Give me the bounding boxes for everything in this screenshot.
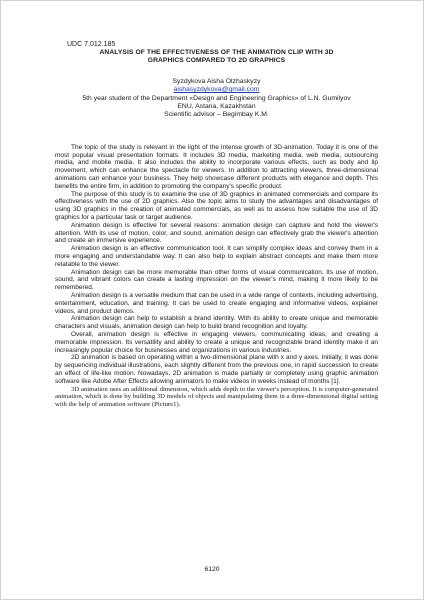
body-paragraph: The topic of the study is relevant in the light of the intense growth of 3D-animation. Today it is one of the most popular visual presentation formats. It includes 3D media, marketing media, web media, outsourcing media, and mobile media. It also includes the ability to incorporate various effects, such as body and lip movement, which can enhance the spectacle for viewers. In addition to attracting viewers, three-dimensional animations can enhance your business. They help showcase different products with elegance and depth. This benefits the entire firm, in addition to promoting the company's specific product. <box>55 143 378 190</box>
scientific-advisor: Scientific advisor – Begimbay K.M. <box>164 111 269 119</box>
body-paragraph: 3D animation uses an additional dimension, which adds depth to the viewer's perception. It is computer-generated animation, which is done by building 3D models of objects and manipulating them in a three-dimensional digital setting with the help of animation software (Picture1). <box>55 385 378 409</box>
paper-title <box>55 49 378 66</box>
udc-code: UDC 7.012.185 <box>67 41 116 48</box>
author-email-link[interactable]: aishasyzdykova@gmail.com <box>173 86 260 94</box>
body-paragraph: Animation design can help to establish a brand identity. With its ability to create unique and memorable characters and visuals, animation design can help to build brand recognition and loyalty. <box>55 315 378 331</box>
article-body <box>55 144 378 409</box>
title-line-1: ANALYSIS OF THE EFFECTIVENESS OF THE ANIMATION CLIP WITH 3D <box>99 49 334 56</box>
author-name: Syzdykova Aisha Olzhaskyzy <box>172 77 261 85</box>
page-number: 6120 <box>204 566 220 573</box>
body-paragraph: Overall, animation design is effective in engaging viewers, communicating ideas, and creating a memorable impression. Its versatility and ability to create a unique and recognizable brand identity make it an increasingly popular choice for businesses and organizations in various industries. <box>55 330 378 354</box>
author-block <box>55 78 378 120</box>
body-paragraph: Animation design can be more memorable than other forms of visual communication. Its use of motion, sound, and vibrant colors can create a lasting impression on the viewer's mind, making it more likely to be remembered. <box>55 268 378 292</box>
body-paragraph: Animation design is effective for several reasons: animation design can capture and hold the viewer's attention. With its use of motion, color, and sound, animation design can effectively grab the viewer's attention and create an immersive experience. <box>55 221 378 245</box>
author-position: 5th year student of the Department «Design and Engineering Graphics» of L.N. Gumilyov <box>82 94 351 102</box>
body-paragraph: 2D animation is based on operating within a two-dimensional plane with x and y axes. Initially, it was done by sequencing individual illustrations, each slightly different from the previous one, in rapid succession to create an effect of life-like motion. Nowadays, 2D animation is made partially or completely using graphic animation software like Adobe After Effects allowing animators to make videos in weeks instead of months [1]. <box>55 354 378 385</box>
body-paragraph: The purpose of this study is to examine the use of 3D graphics in animated commercials and compare its effectiveness with the use of 2D graphics. Also the topic aims to study the advantages and disadvantages of using 3D graphics in the creation of animated commercials, as well as to assess how suitable the use of 3D graphics for a particular task or target audience. <box>55 190 378 222</box>
title-line-2: GRAPHICS COMPARED TO 2D GRAPHICS <box>147 57 286 65</box>
author-university: ENU, Astana, Kazakhstan <box>177 103 256 111</box>
body-paragraph: Animation design is a versatile medium that can be used in a wide range of contexts, including advertising, entertainment, education, and training. It can be used to create engaging and informative videos, explainer videos, and product demos. <box>55 291 378 315</box>
body-paragraph: Animation design is an effective communication tool. It can simplify complex ideas and convey them in a more engaging and understandable way. It can also help to explain abstract concepts and make them more relatable to the viewer. <box>55 245 378 268</box>
